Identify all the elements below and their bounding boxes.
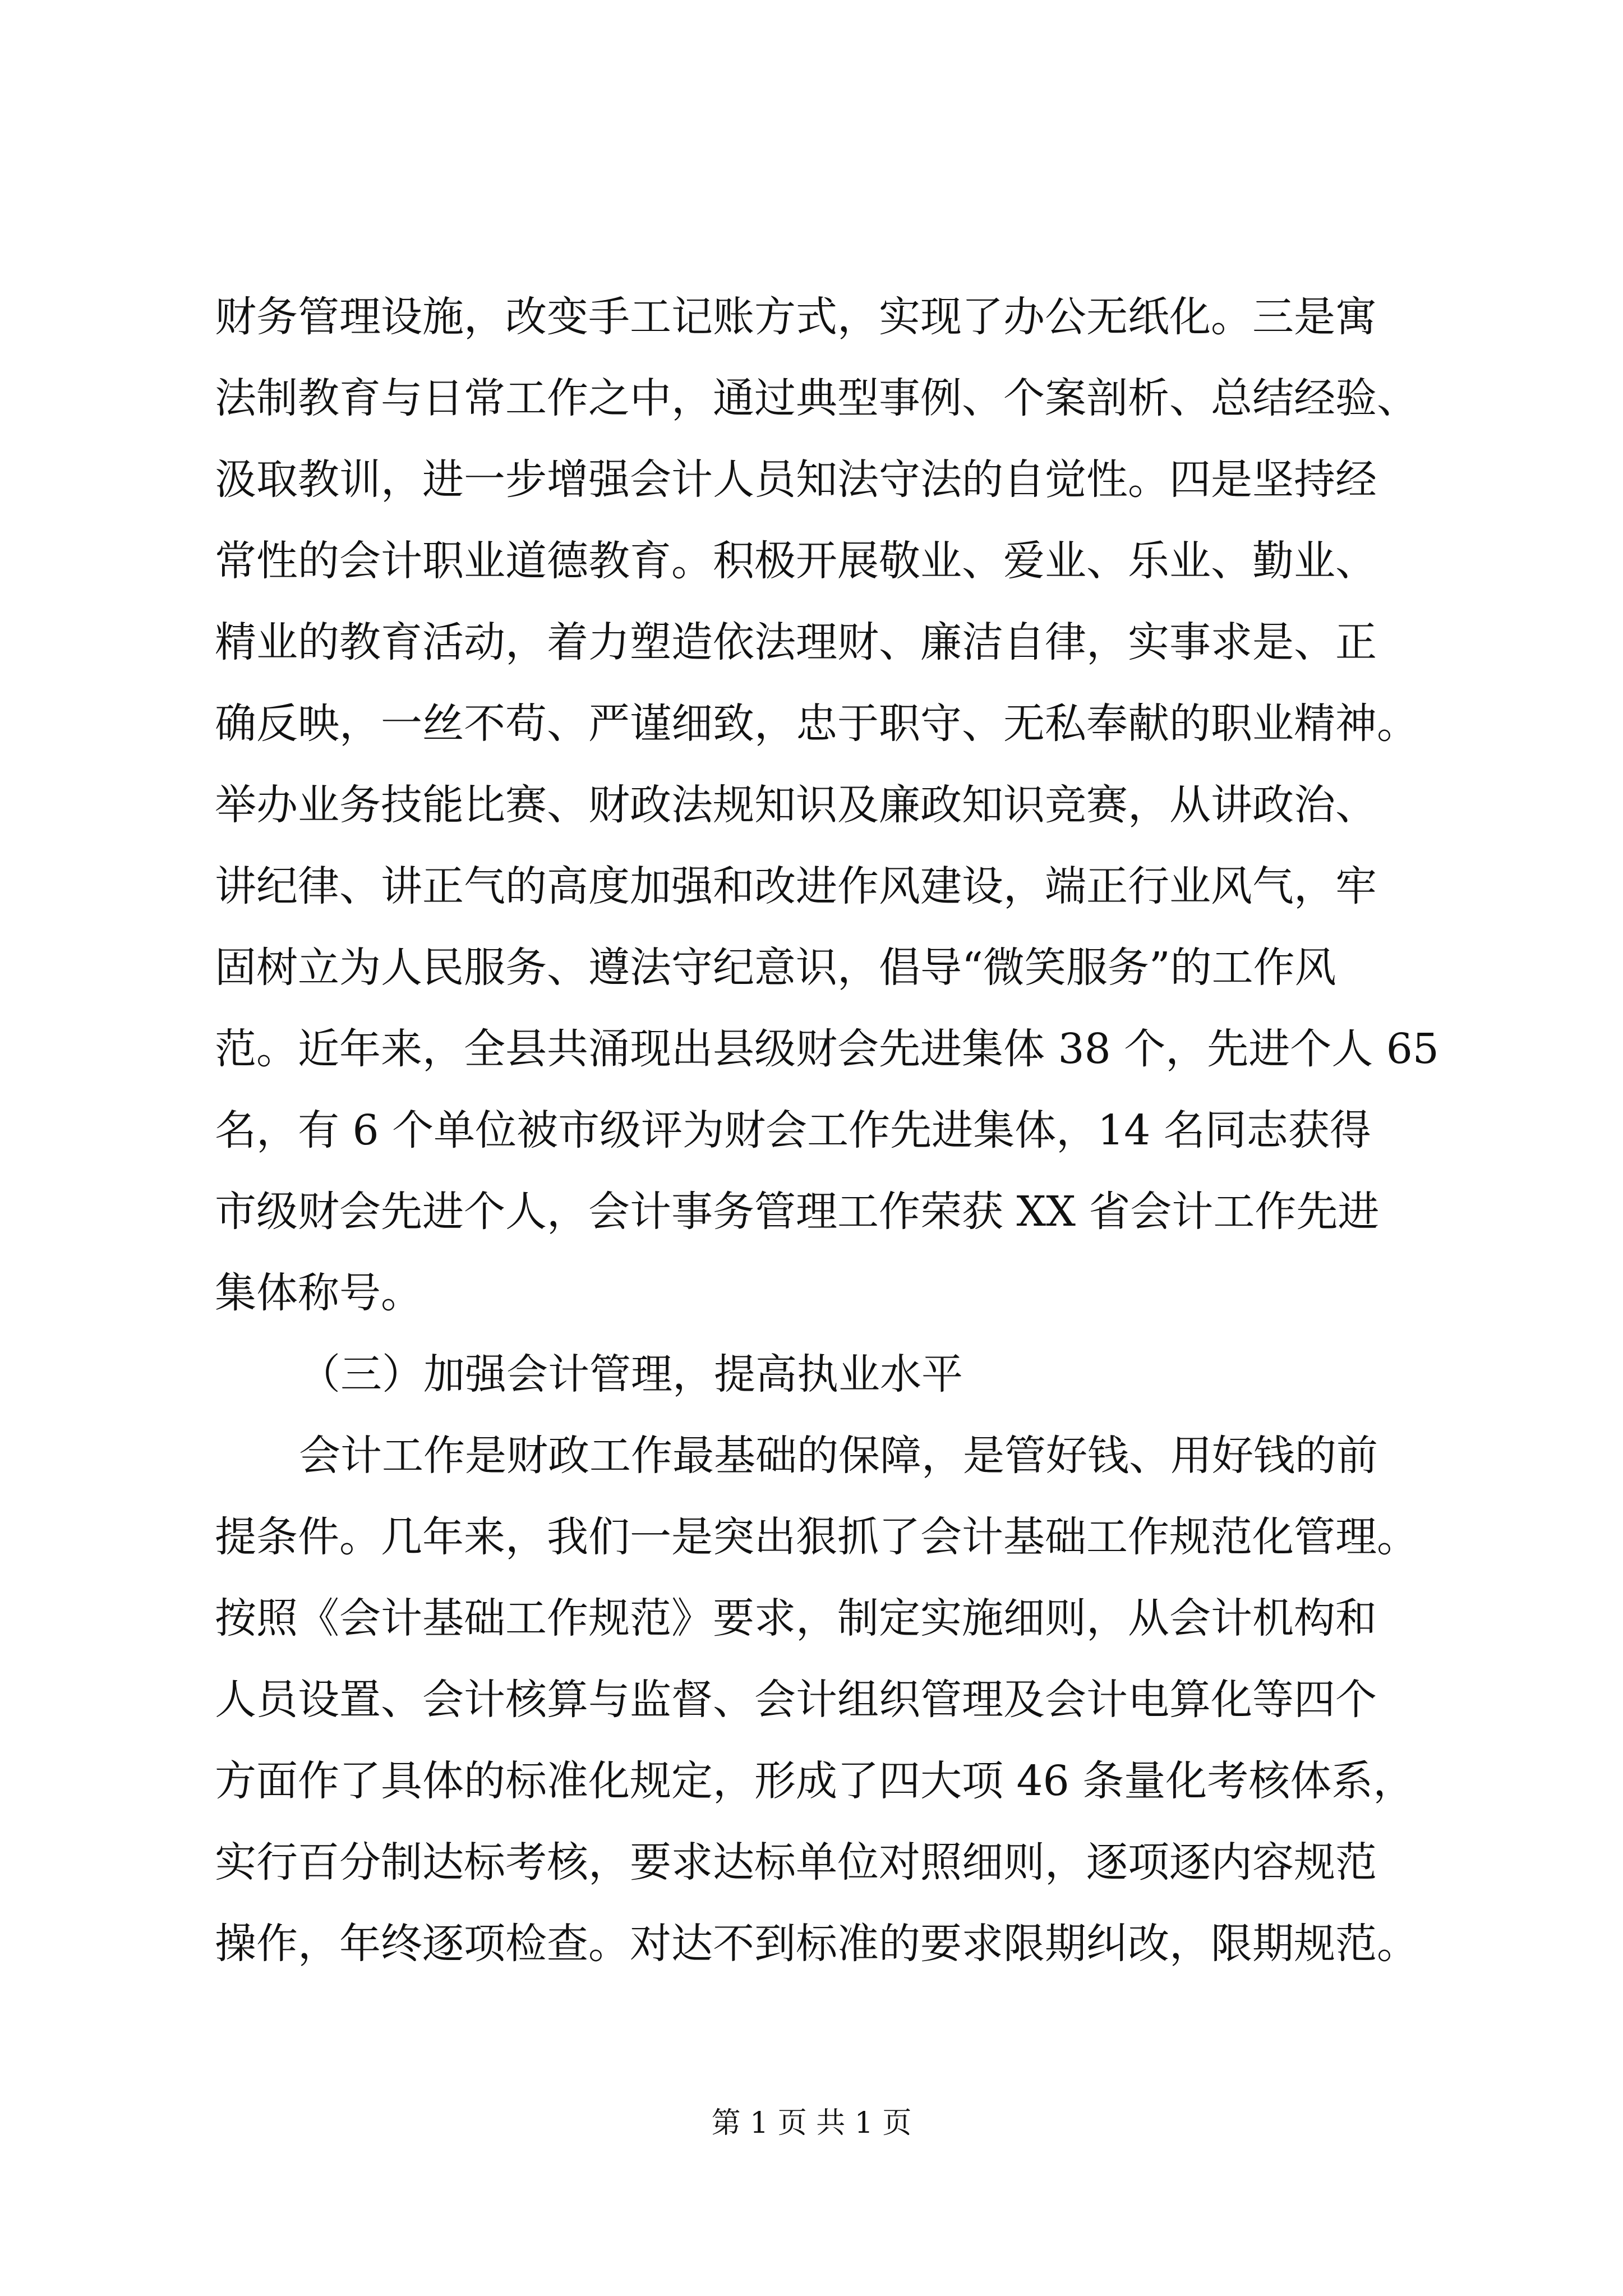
text-line-15: 会计工作是财政工作最基础的保障，是管好钱、用好钱的前: [299, 1432, 1378, 1480]
page-footer: 第 1 页 共 1 页: [711, 2106, 912, 2140]
text-line-19: 方面作了具体的标准化规定，形成了四大项 46 条量化考核体系，: [215, 1757, 1415, 1805]
text-line-10: 范。近年来，全县共涌现出县级财会先进集体 38 个，先进个人 65: [215, 1025, 1439, 1073]
text-line-17: 按照《会计基础工作规范》要求，制定实施细则，从会计机构和: [215, 1594, 1377, 1642]
text-line-2: 法制教育与日常工作之中，通过典型事例、个案剖析、总结经验、: [215, 374, 1418, 422]
text-line-8: 讲纪律、讲正气的高度加强和改进作风建设，端正行业风气，牢: [215, 862, 1377, 910]
text-line-6: 确反映，一丝不苟、严谨细致，忠于职守、无私奉献的职业精神。: [215, 700, 1418, 748]
text-line-12: 市级财会先进个人，会计事务管理工作荣获 XX 省会计工作先进: [215, 1188, 1380, 1236]
text-line-7: 举办业务技能比赛、财政法规知识及廉政知识竞赛，从讲政治、: [215, 781, 1377, 829]
text-line-20: 实行百分制达标考核，要求达标单位对照细则，逐项逐内容规范: [215, 1838, 1377, 1887]
text-line-1: 财务管理设施，改变手工记账方式，实现了办公无纸化。三是寓: [215, 293, 1377, 341]
text-line-9: 固树立为人民服务、遵法守纪意识，倡导“微笑服务”的工作风: [215, 944, 1336, 992]
text-line-3: 汲取教训，进一步增强会计人员知法守法的自觉性。四是坚持经: [215, 455, 1377, 504]
text-line-5: 精业的教育活动，着力塑造依法理财、廉洁自律，实事求是、正: [215, 618, 1377, 666]
text-line-11: 名，有 6 个单位被市级评为财会工作先进集体，14 名同志获得: [215, 1106, 1371, 1154]
text-line-13: 集体称号。: [215, 1269, 422, 1317]
section-heading: （三）加强会计管理，提高执业水平: [299, 1350, 963, 1398]
text-line-18: 人员设置、会计核算与监督、会计组织管理及会计电算化等四个: [215, 1676, 1377, 1724]
text-line-21: 操作，年终逐项检查。对达不到标准的要求限期纠改，限期规范。: [215, 1920, 1418, 1968]
text-line-4: 常性的会计职业道德教育。积极开展敬业、爱业、乐业、勤业、: [215, 537, 1377, 585]
text-line-16: 提条件。几年来，我们一是突出狠抓了会计基础工作规范化管理。: [215, 1513, 1418, 1561]
